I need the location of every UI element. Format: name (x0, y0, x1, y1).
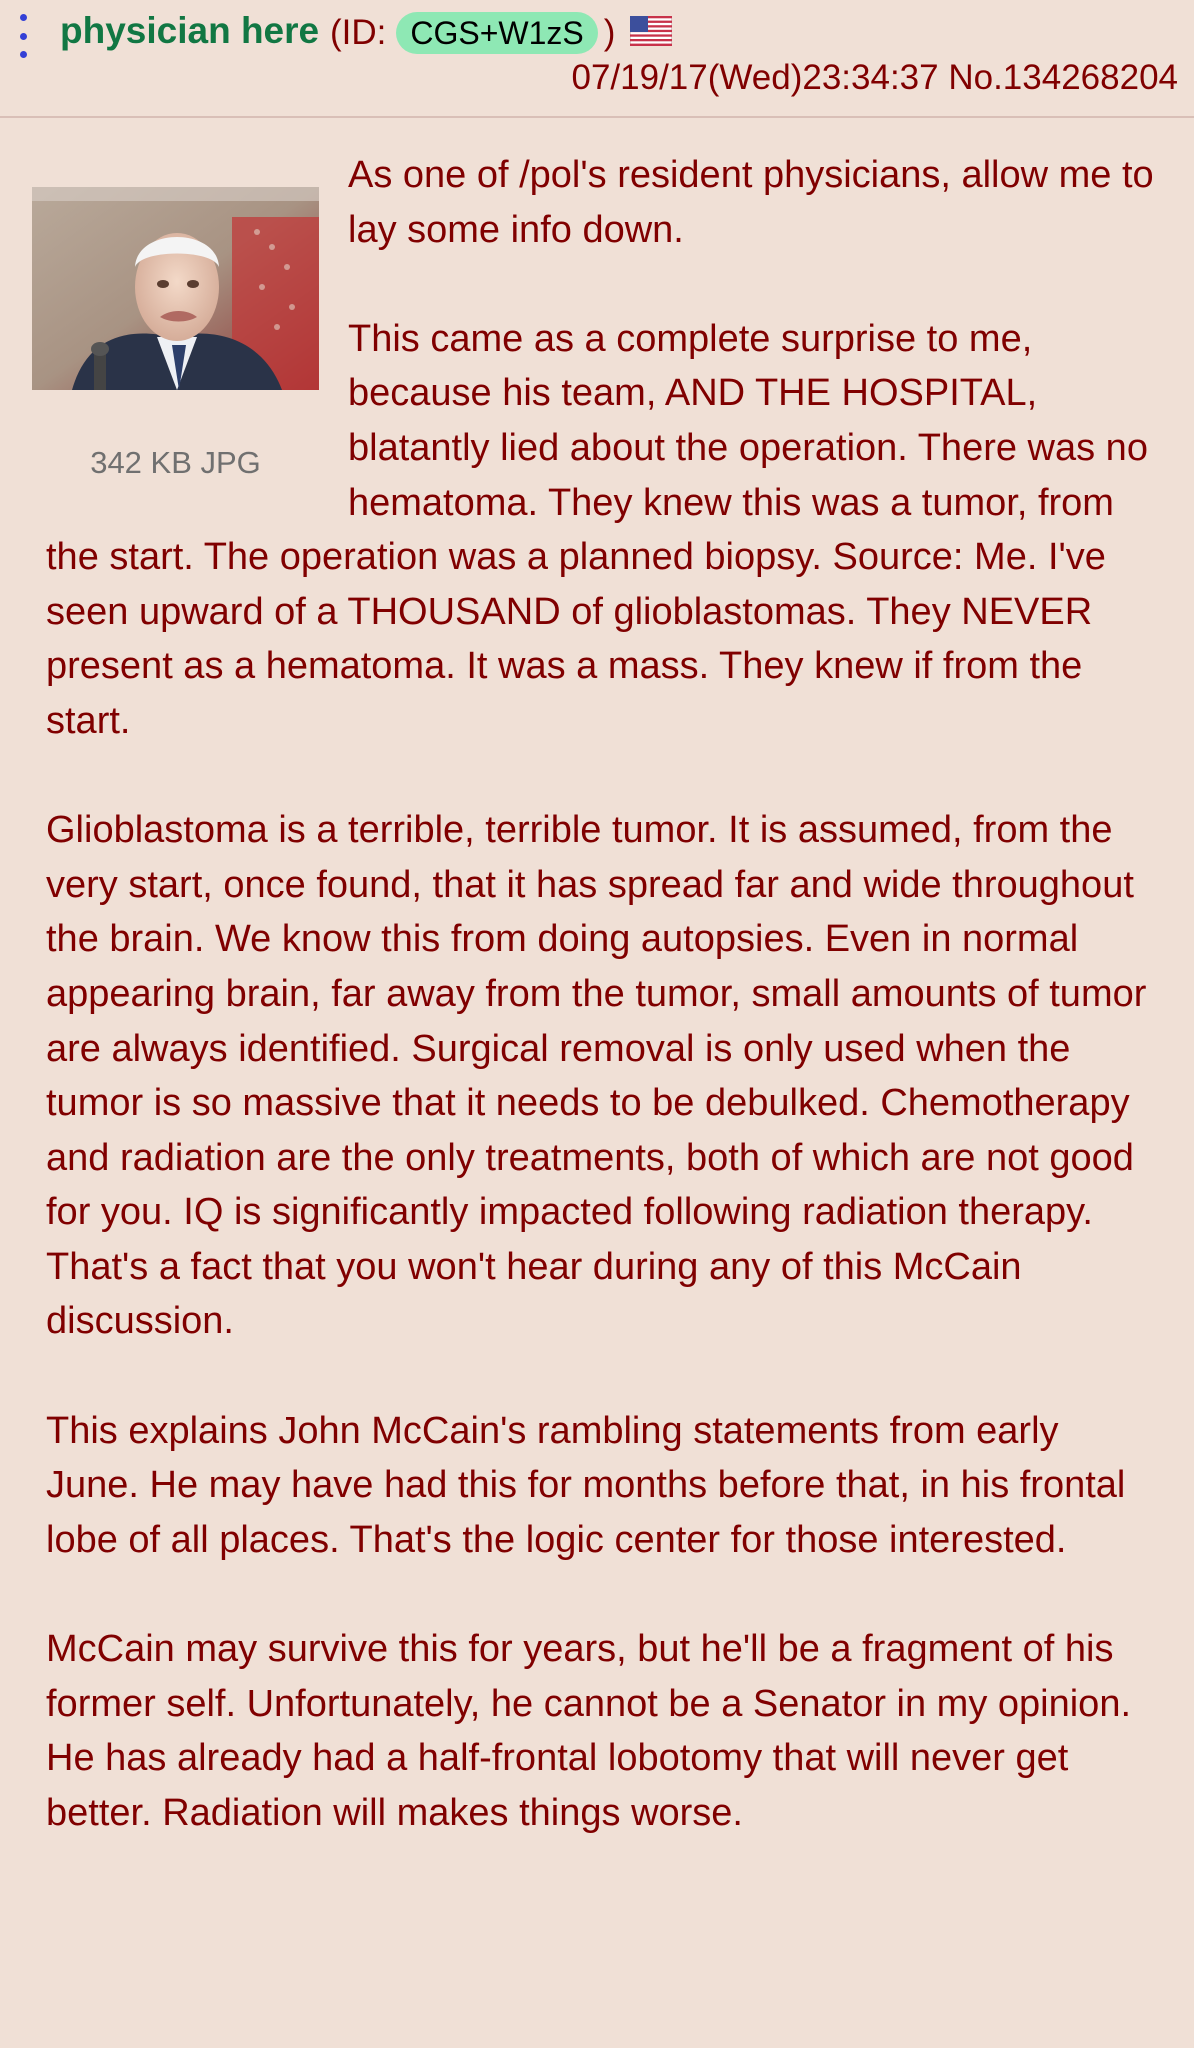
comment-paragraph: As one of /pol's resident physicians, allow me to lay some info down. (348, 154, 1154, 251)
post-header (0, 0, 1194, 118)
comment-paragraph: McCain may survive this for years, but he'll be a fragment of his former self. Unfortunately, he cannot be a Senator in my opinion. He has already had a half-frontal lobotomy that will never get better. Radiation will makes things worse. (46, 1628, 1132, 1834)
poster-id (330, 12, 615, 54)
post-datetime: 07/19/17(Wed)23:34:37 (571, 58, 939, 97)
comment-paragraph: Glioblastoma is a terrible, terrible tumor. It is assumed, from the very start, once found, that it has spread far and wide throughout the brain. We know this from doing autopsies. Even in normal appearing brain, far away from the tumor, small amounts of tumor are always identified. Surgical removal is only used when the tumor is so massive that it needs to be debulked. Chemotherapy and radiation are the only treatments, both of which are not good for you. IQ is significantly impacted following radiation therapy. That's a fact that you won't hear during any of this McCain discussion. (46, 809, 1147, 1343)
post-menu-icon[interactable] (20, 14, 32, 58)
comment-paragraph: This came as a complete surprise to me, because his team, AND THE HOSPITAL, blatantly lied about the operation. There was no hematoma. They knew this was a tumor, from the start. The operation was a planned biopsy. Source: Me. I've seen upward of a THOUSAND of glioblastomas. They NEVER present as a hematoma. It was a mass. They knew if from the start. (46, 317, 1148, 742)
us-flag-icon (630, 16, 672, 46)
file-info: 342 KB JPG (90, 445, 261, 480)
menu-dot (20, 33, 27, 40)
id-prefix: (ID: (330, 13, 387, 52)
poster-name: physician here (60, 10, 320, 51)
post-timestamp (571, 58, 1178, 98)
menu-dot (20, 51, 27, 58)
post-number-link[interactable]: No.134268204 (948, 58, 1178, 97)
menu-dot (20, 14, 27, 21)
comment-paragraph: This explains John McCain's rambling statements from early June. He may have had this for months before that, in his frontal lobe of all places. That's the logic center for those interested. (46, 1409, 1126, 1561)
thumbnail-spacer (46, 148, 348, 528)
post-comment (46, 148, 1156, 1840)
id-badge[interactable]: CGS+W1zS (396, 12, 597, 54)
id-suffix: ) (603, 13, 616, 52)
